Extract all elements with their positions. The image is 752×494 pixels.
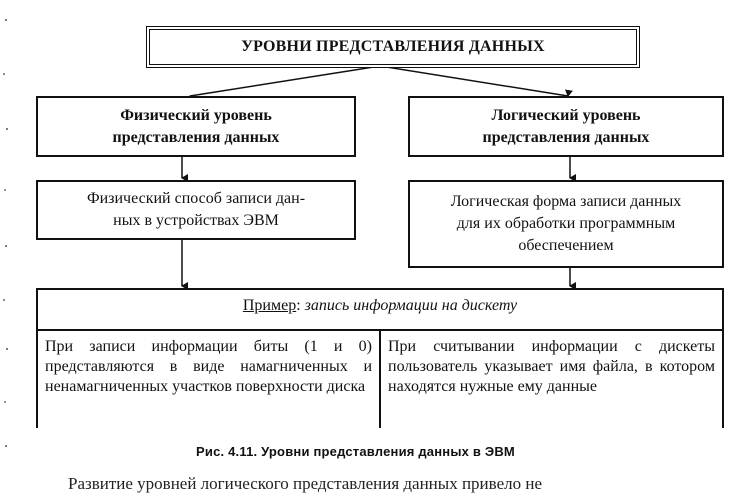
diagram-title: УРОВНИ ПРЕДСТАВЛЕНИЯ ДАННЫХ — [241, 38, 545, 55]
example-label: Пример — [242, 297, 297, 314]
logical-form-line2: для их обработки программным — [456, 215, 676, 232]
arrow-title-to-logical — [380, 66, 568, 96]
arrow-title-to-physical — [190, 66, 380, 96]
physical-level-line2: представления данных — [112, 128, 280, 146]
logical-level-line2: представления данных — [482, 128, 650, 146]
example-left-cell: При записи информации биты (1 и 0) представляются в виде намагниченных и ненамагниченных участков поверхности диска — [45, 338, 372, 395]
figure-caption: Рис. 4.11. Уровни представления данных в ЭВМ — [196, 444, 515, 459]
example-heading — [36, 297, 724, 315]
example-right-cell: При считывании информации с дискеты пользователь указывает имя файла, в котором находятся нужные ему данные — [388, 338, 715, 395]
example-separator: : — [296, 297, 301, 314]
logical-level-line1: Логический уровень — [491, 106, 641, 124]
logical-form-line1: Логическая форма записи данных — [450, 193, 682, 210]
physical-method-line1: Физический способ записи дан- — [86, 190, 306, 207]
logical-level-box — [408, 96, 724, 157]
physical-level-box — [36, 96, 356, 157]
physical-method-line2: ных в устройствах ЭВМ — [113, 212, 279, 229]
example-text: запись информации на дискету — [304, 297, 518, 314]
partial-body-text: Развитие уровней логического представления данных привело не — [68, 474, 542, 493]
logical-form-line3: обеспечением — [518, 237, 614, 254]
scan-margin-marks — [0, 0, 14, 491]
physical-method-box — [36, 180, 356, 240]
physical-level-line1: Физический уровень — [120, 106, 272, 124]
logical-form-box — [408, 180, 724, 268]
diagram-title-box — [146, 26, 640, 68]
